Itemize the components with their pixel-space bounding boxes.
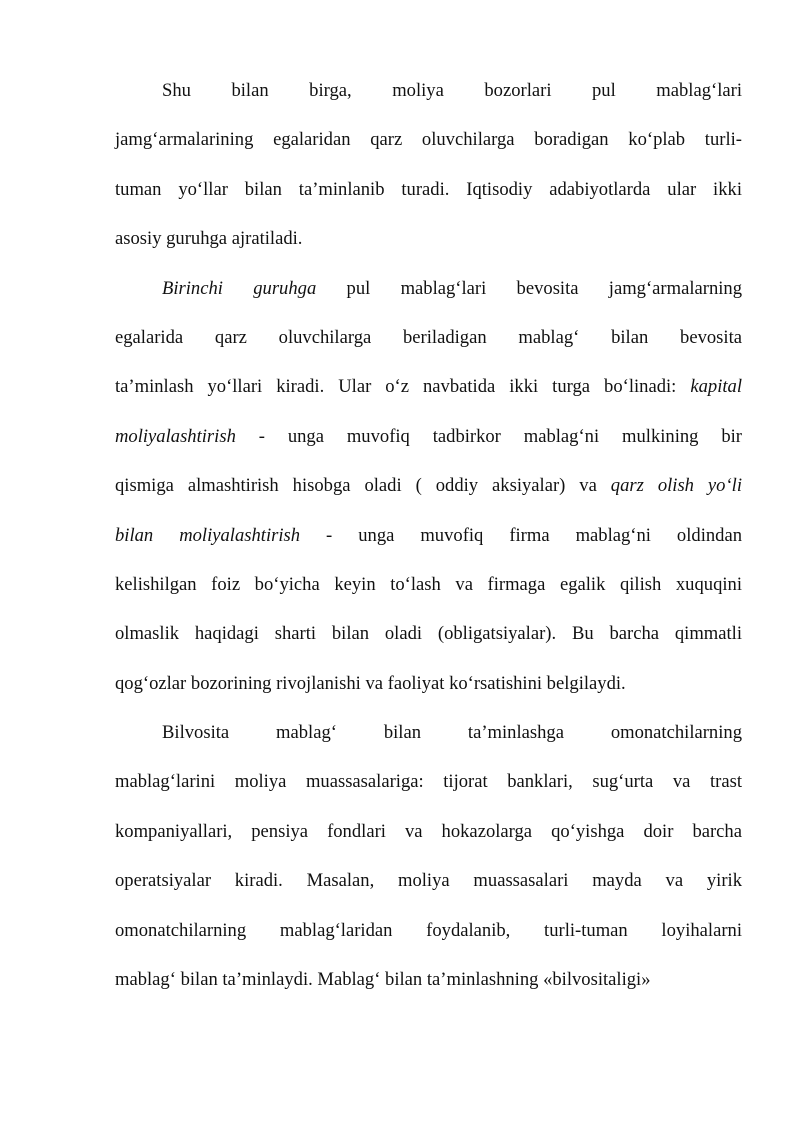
text-line bbox=[115, 264, 742, 313]
text-segment: egalarida qarz oluvchilarga beriladigan mablag‘ bilan bevosita bbox=[115, 326, 742, 348]
italic-term: bilan moliyalashtirish bbox=[115, 524, 301, 546]
text-line bbox=[115, 66, 742, 115]
text-segment: mablag‘larini moliya muassasalariga: tijorat banklari, sug‘urta va trast bbox=[115, 771, 742, 793]
text-segment: - unga muvofiq firma mablag‘ni oldindan bbox=[300, 524, 742, 546]
text-segment: kompaniyallari, pensiya fondlari va hokazolarga qo‘yishga doir barcha bbox=[115, 820, 742, 842]
text-line bbox=[115, 757, 742, 806]
text-line bbox=[115, 659, 742, 708]
italic-term: moliyalashtirish bbox=[115, 425, 236, 447]
text-segment: mablag‘ bilan ta’minlaydi. Mablag‘ bilan ta’minlashning «bilvositaligi» bbox=[115, 969, 651, 991]
text-line bbox=[115, 214, 742, 263]
text-segment: ta’minlash yo‘llari kiradi. Ular o‘z navbatida ikki turga bo‘linadi: bbox=[115, 376, 691, 398]
text-segment: pul mablag‘lari bevosita jamg‘armalarning bbox=[316, 277, 742, 299]
body-text bbox=[115, 66, 742, 1004]
text-line bbox=[115, 856, 742, 905]
text-segment: omonatchilarning mablag‘laridan foydalanib, turli-tuman loyihalarni bbox=[115, 919, 742, 941]
text-segment: olmaslik haqidagi sharti bilan oladi (obligatsiyalar). Bu barcha qimmatli bbox=[115, 623, 742, 645]
text-line bbox=[115, 609, 742, 658]
text-segment: asosiy guruhga ajratiladi. bbox=[115, 228, 303, 250]
text-line bbox=[115, 560, 742, 609]
text-segment: operatsiyalar kiradi. Masalan, moliya muassasalari mayda va yirik bbox=[115, 870, 742, 892]
text-segment: Bilvosita mablag‘ bilan ta’minlashga omonatchilarning bbox=[162, 722, 742, 744]
text-line bbox=[115, 313, 742, 362]
text-segment: kelishilgan foiz bo‘yicha keyin to‘lash va firmaga egalik qilish xuquqini bbox=[115, 573, 742, 595]
text-segment: qismiga almashtirish hisobga oladi ( oddiy aksiyalar) va bbox=[115, 475, 611, 497]
text-line bbox=[115, 412, 742, 461]
text-segment: tuman yo‘llar bilan ta’minlanib turadi. Iqtisodiy adabiyotlarda ular ikki bbox=[115, 178, 742, 200]
italic-term: kapital bbox=[690, 376, 742, 398]
text-segment: qog‘ozlar bozorining rivojlanishi va faoliyat ko‘rsatishini belgilaydi. bbox=[115, 672, 626, 694]
text-line bbox=[115, 115, 742, 164]
text-line bbox=[115, 362, 742, 411]
italic-term: qarz olish yo‘li bbox=[610, 475, 742, 497]
italic-term: Birinchi guruhga bbox=[162, 277, 317, 299]
text-line bbox=[115, 511, 742, 560]
text-line bbox=[115, 461, 742, 510]
text-line bbox=[115, 165, 742, 214]
text-line bbox=[115, 906, 742, 955]
text-line bbox=[115, 807, 742, 856]
text-segment: Shu bilan birga, moliya bozorlari pul mablag‘lari bbox=[162, 80, 742, 101]
text-line bbox=[115, 955, 742, 1004]
text-line bbox=[115, 708, 742, 757]
text-segment: - unga muvofiq tadbirkor mablag‘ni mulkining bir bbox=[235, 425, 742, 447]
text-segment: jamg‘armalarining egalaridan qarz oluvchilarga boradigan ko‘plab turli- bbox=[115, 129, 742, 151]
